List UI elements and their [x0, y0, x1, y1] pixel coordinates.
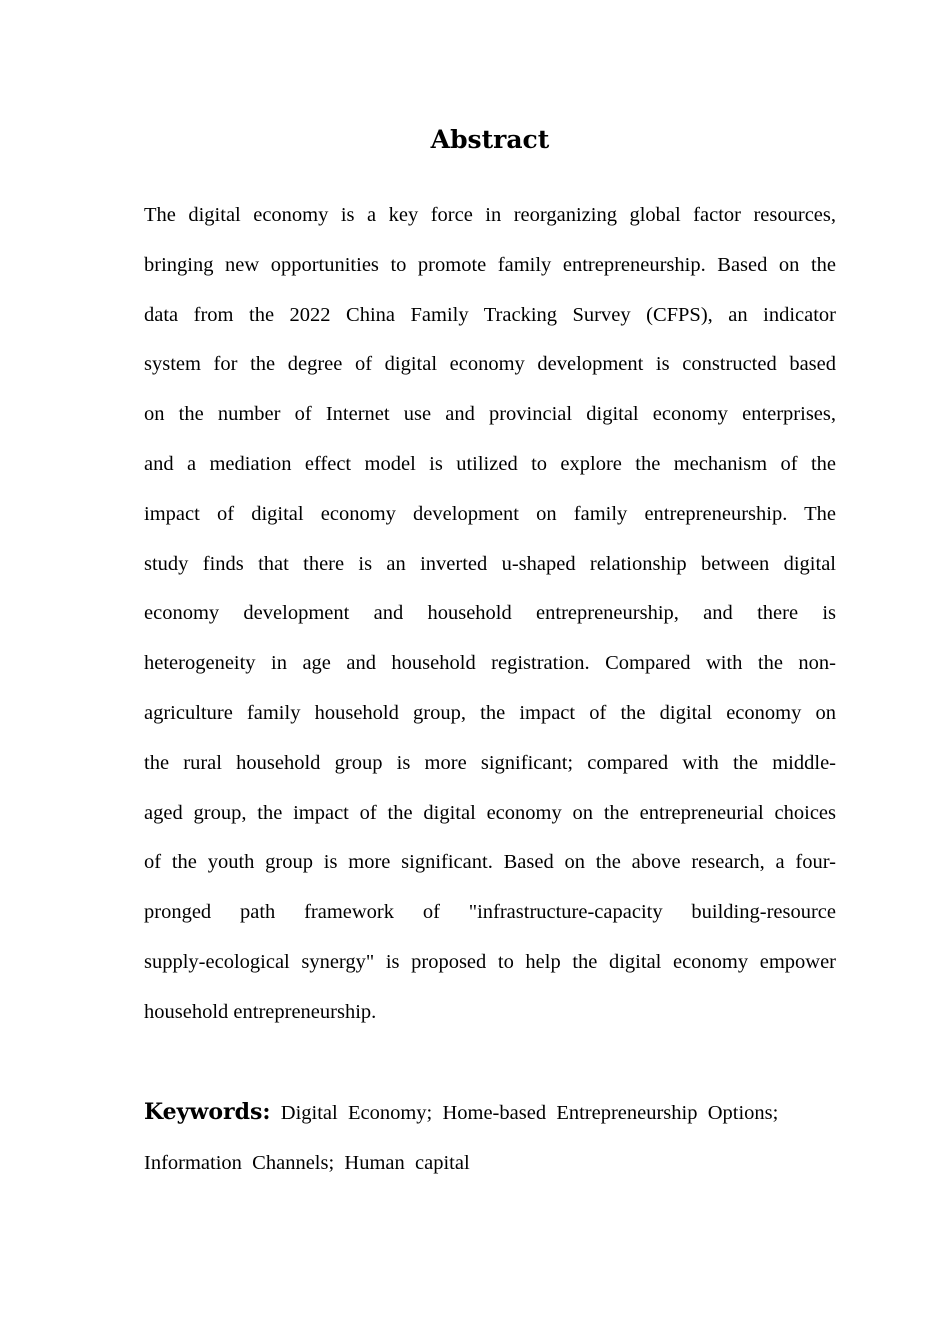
abstract-line: heterogeneity in age and household registration. Compared with the non-: [144, 652, 836, 675]
abstract-line: agriculture family household group, the impact of the digital economy on: [144, 701, 836, 724]
abstract-line: on the number of Internet use and provincial digital economy enterprises,: [144, 403, 836, 426]
abstract-line: of the youth group is more significant. Based on the above research, a four-: [144, 851, 836, 874]
abstract-line: supply-ecological synergy" is proposed to help the digital economy empower: [144, 950, 836, 973]
keywords-line-1: [144, 1087, 836, 1138]
abstract-line: data from the 2022 China Family Tracking Survey (CFPS), an indicator: [144, 303, 836, 326]
abstract-line: pronged path framework of "infrastructure-capacity building-resource: [144, 901, 836, 924]
abstract-line: household entrepreneurship.: [144, 1000, 377, 1023]
keywords-section: [144, 1087, 836, 1188]
abstract-body: [144, 191, 836, 1038]
abstract-line: The digital economy is a key force in reorganizing global factor resources,: [144, 204, 836, 226]
abstract-line: economy development and household entrepreneurship, and there is: [144, 602, 836, 625]
abstract-line: the rural household group is more significant; compared with the middle-: [144, 751, 836, 774]
abstract-line: impact of digital economy development on family entrepreneurship. The: [144, 502, 836, 525]
abstract-line: aged group, the impact of the digital economy on the entrepreneurial choices: [144, 801, 836, 824]
abstract-line: and a mediation effect model is utilized to explore the mechanism of the: [144, 452, 836, 475]
keywords-label: Keywords:: [144, 1099, 271, 1125]
abstract-line: study finds that there is an inverted u-shaped relationship between digital: [144, 552, 836, 575]
abstract-line: bringing new opportunities to promote family entrepreneurship. Based on the: [144, 253, 836, 276]
keywords-list-part-2: Information Channels; Human capital: [144, 1152, 470, 1174]
keywords-list-part-1: Digital Economy; Home-based Entrepreneurship Options;: [270, 1102, 779, 1124]
abstract-line: system for the degree of digital economy development is constructed based: [144, 353, 836, 376]
page-title: Abstract: [430, 125, 550, 154]
